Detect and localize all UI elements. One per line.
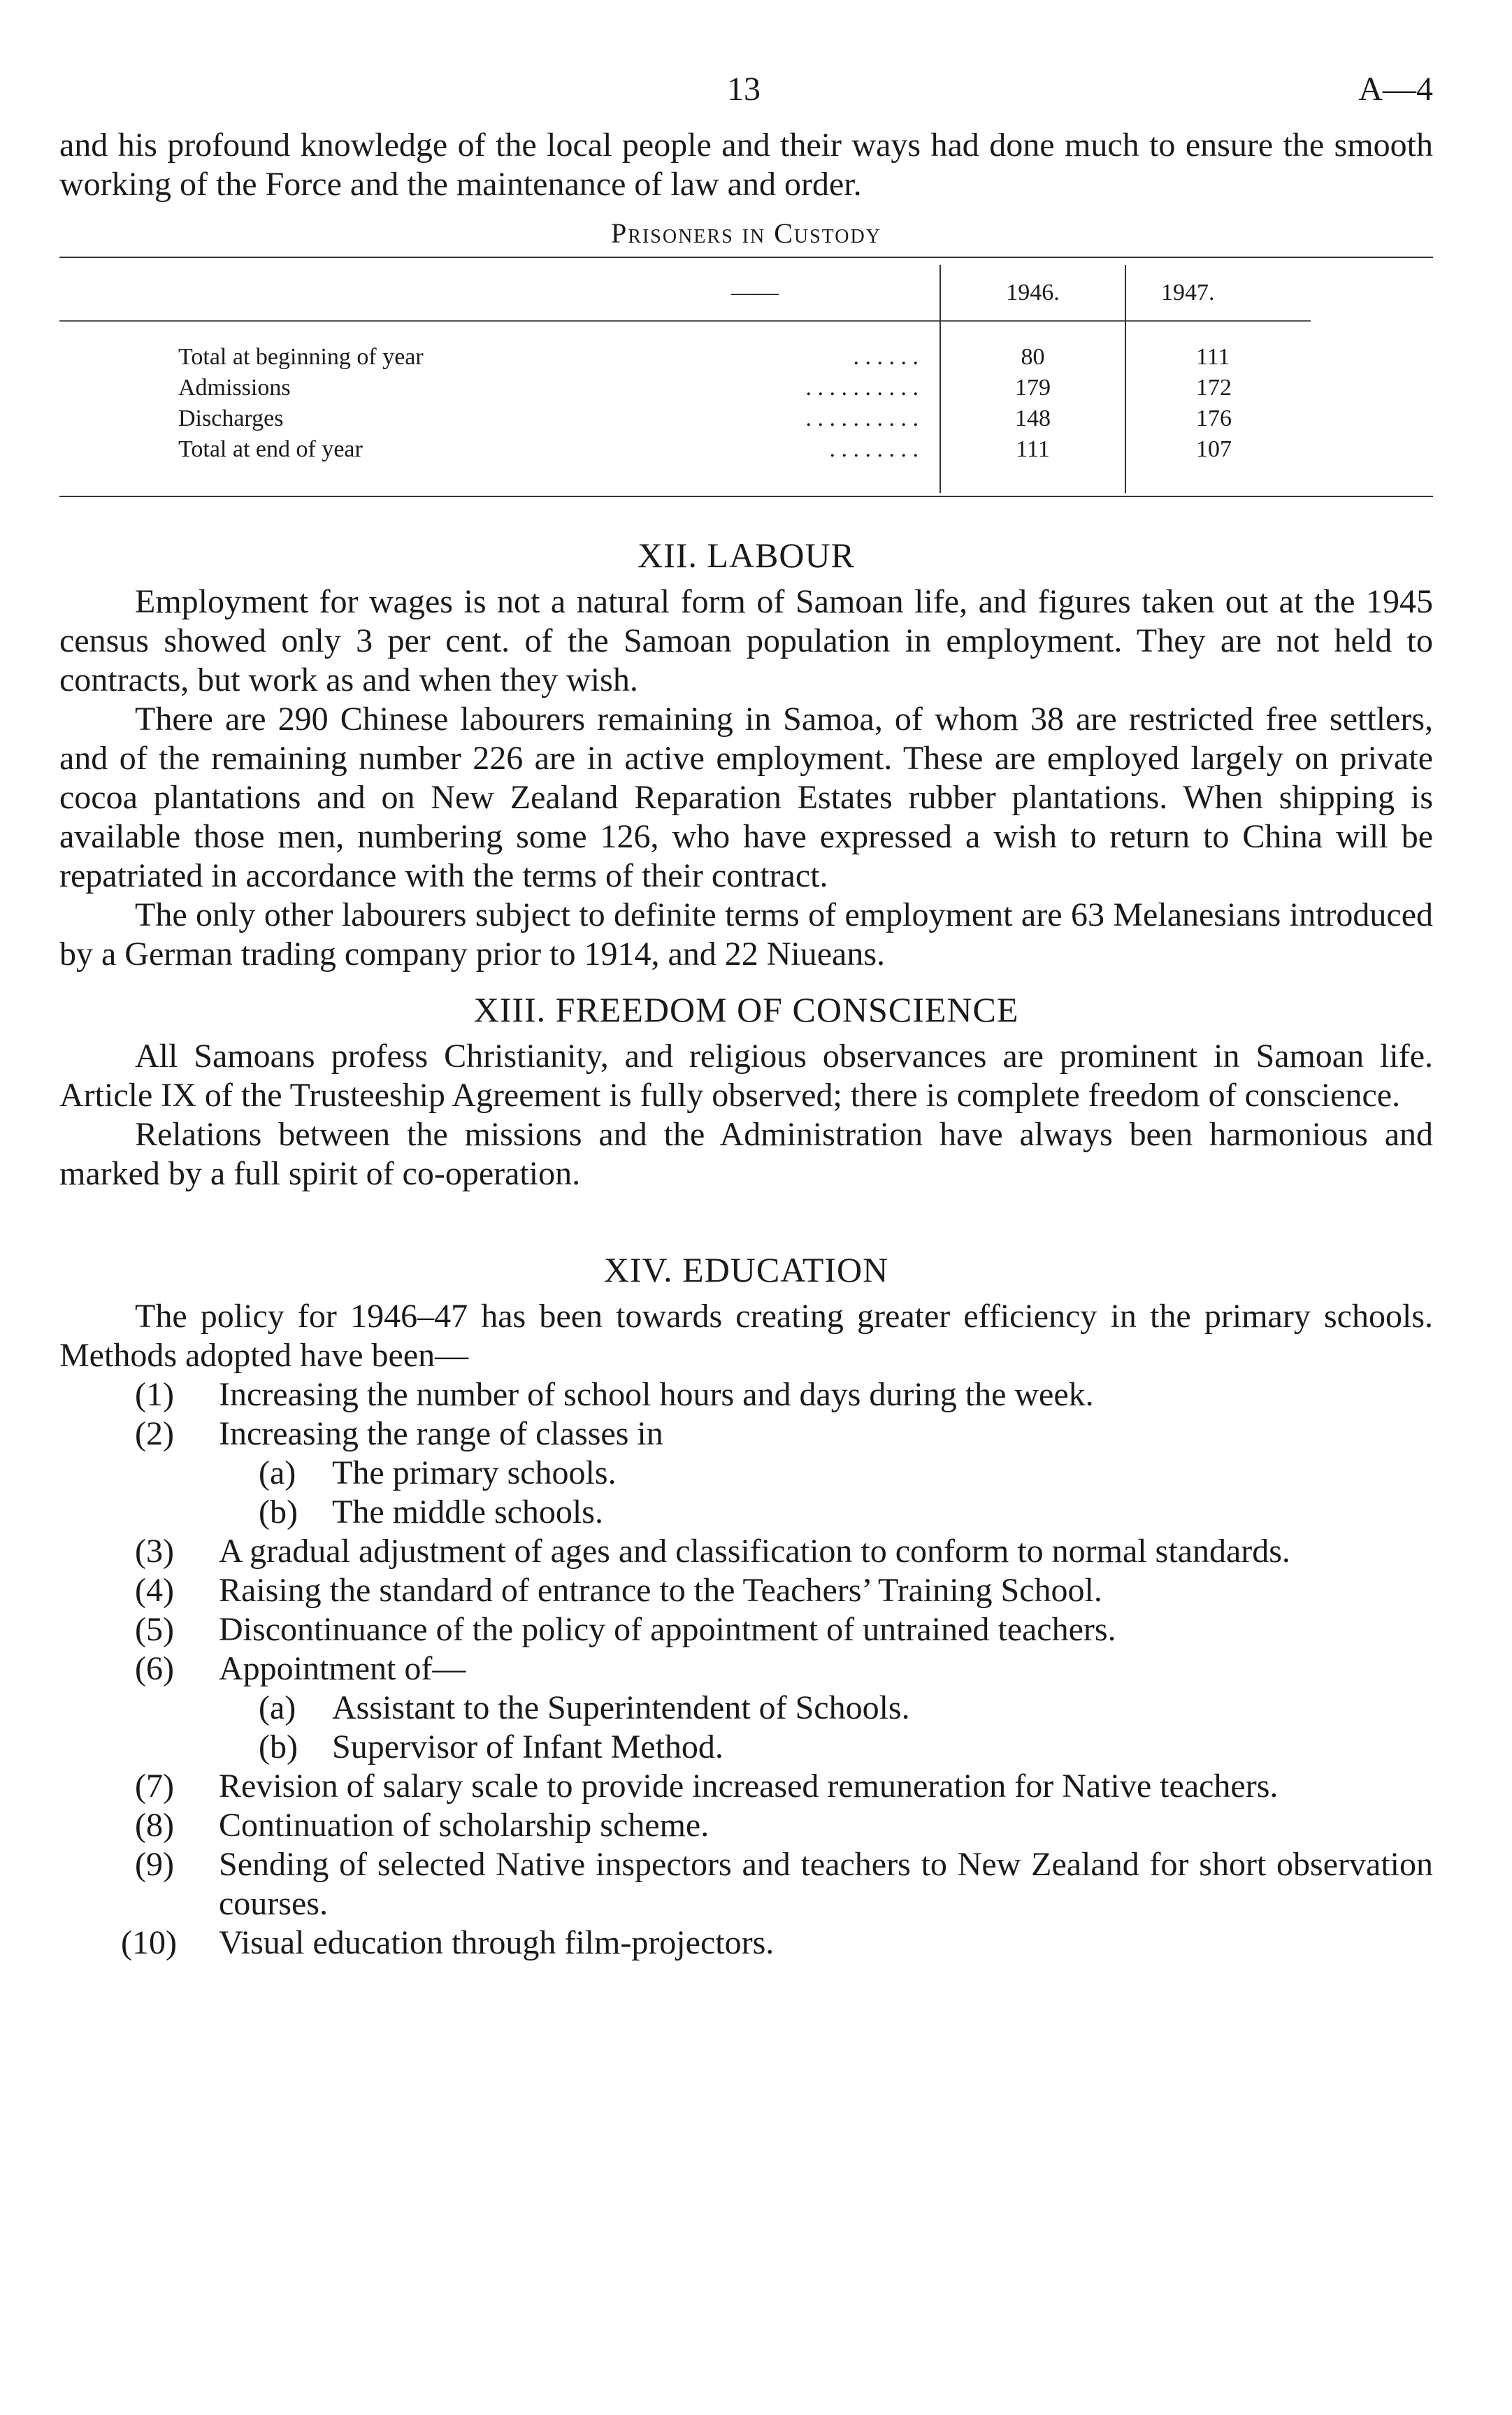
intro-paragraph: and his profound knowledge of the local people and their ways had done much to ensure the smooth working of the Force and the maintenance of law and order. (59, 127, 1433, 203)
list-text: Revision of salary scale to provide increased remuneration for Native teachers. (219, 1768, 1279, 1805)
header-blank-cell: —— (731, 279, 779, 306)
list-item (59, 1414, 1433, 1454)
table-header-row (59, 265, 1433, 321)
list-item (59, 1532, 1433, 1571)
value-1947: 176 (1125, 403, 1311, 434)
list-subnumber: (b) (259, 1493, 298, 1531)
list-text: Increasing the range of classes in (219, 1415, 663, 1452)
conscience-paragraph-1: All Samoans profess Christianity, and religious observances are prominent in Samoan life. Article IX of the Trusteeship Agreement is fully observed; there is complete freedom of conscience. (59, 1038, 1433, 1114)
list-item (59, 1649, 1433, 1689)
row-label: Total at end of year (178, 436, 363, 462)
list-text: Increasing the number of school hours and days during the week. (219, 1376, 1094, 1413)
education-paragraph-1: The policy for 1946–47 has been towards creating greater efficiency in the primary schools. Methods adopted have been— (59, 1298, 1433, 1374)
leader-dots: . . . . . . . . (829, 436, 919, 462)
list-text: Discontinuance of the policy of appointment of untrained teachers. (219, 1611, 1116, 1648)
list-subitem (59, 1728, 1433, 1767)
list-number: (6) (135, 1650, 174, 1687)
table-row (59, 403, 1433, 434)
table-row (59, 434, 1433, 465)
custody-table (59, 265, 1433, 493)
list-text: The primary schools. (332, 1454, 617, 1491)
list-subnumber: (a) (259, 1689, 296, 1726)
value-1947: 172 (1125, 373, 1311, 403)
list-subnumber: (a) (259, 1454, 296, 1491)
value-1946: 148 (940, 403, 1125, 434)
list-item (59, 1375, 1433, 1414)
list-number: (10) (121, 1924, 177, 1961)
list-text: Supervisor of Infant Method. (332, 1728, 723, 1765)
leader-dots: . . . . . . . . . . (805, 375, 919, 401)
row-label: Total at beginning of year (178, 344, 424, 370)
list-text: Appointment of— (219, 1650, 466, 1687)
list-text: The middle schools. (332, 1493, 603, 1531)
list-item (59, 1767, 1433, 1806)
section-code: A—4 (1358, 71, 1433, 108)
section-title-conscience: XIII. FREEDOM OF CONSCIENCE (473, 990, 1019, 1029)
table-row (59, 342, 1433, 373)
header-1947: 1947. (1125, 265, 1311, 321)
list-item (59, 1610, 1433, 1649)
section-title-labour: XII. LABOUR (638, 536, 855, 575)
list-text: Assistant to the Superintendent of Schools. (332, 1689, 910, 1726)
list-text: A gradual adjustment of ages and classification to conform to normal standards. (219, 1533, 1290, 1570)
list-subitem (59, 1454, 1433, 1493)
list-text: Continuation of scholarship scheme. (219, 1807, 710, 1844)
labour-paragraph-2: There are 290 Chinese labourers remaining in Samoa, of whom 38 are restricted free settlers, and of the remaining number 226 are in active employment. These are employed largely on private cocoa plantations and on New Zealand Reparation Estates rubber plantations. When shipping is available those men, numbering some 126, who have expressed a wish to return to China will be repatriated in accordance with the terms of their contract. (59, 701, 1433, 894)
list-number: (1) (135, 1376, 174, 1413)
list-subitem (59, 1493, 1433, 1532)
list-text: Sending of selected Native inspectors and teachers to New Zealand for short observation courses. (219, 1846, 1433, 1922)
value-1947: 107 (1125, 434, 1311, 465)
row-label: Discharges (178, 406, 284, 431)
list-subnumber: (b) (259, 1728, 298, 1765)
list-item (59, 1806, 1433, 1845)
list-item (59, 1571, 1433, 1610)
list-number: (2) (135, 1415, 174, 1452)
table-caption: Prisoners in Custody (611, 217, 881, 249)
section-title-education: XIV. EDUCATION (603, 1250, 889, 1289)
list-number: (8) (135, 1807, 174, 1844)
list-item (59, 1923, 1433, 1963)
row-label: Admissions (178, 375, 291, 401)
page-header (59, 70, 1433, 126)
header-1946: 1946. (940, 265, 1125, 321)
list-number: (4) (135, 1572, 174, 1609)
list-number: (5) (135, 1611, 174, 1648)
page-number: 13 (727, 71, 761, 108)
labour-paragraph-3: The only other labourers subject to definite terms of employment are 63 Melanesians introduced by a German trading company prior to 1914, and 22 Niueans. (59, 896, 1433, 973)
list-number: (3) (135, 1533, 174, 1570)
list-subitem (59, 1689, 1433, 1728)
conscience-paragraph-2: Relations between the missions and the Administration have always been harmonious and marked by a full spirit of co-operation. (59, 1116, 1433, 1192)
list-number: (9) (135, 1846, 174, 1883)
list-text: Visual education through film-projectors. (219, 1924, 775, 1961)
value-1946: 111 (940, 434, 1125, 465)
list-number: (7) (135, 1768, 174, 1805)
value-1946: 80 (940, 342, 1125, 373)
list-item (59, 1845, 1433, 1923)
leader-dots: . . . . . . . . . . (805, 406, 919, 431)
document-page (59, 70, 1433, 1963)
value-1947: 111 (1125, 342, 1311, 373)
table-bottom-rule (59, 496, 1433, 497)
labour-paragraph-1: Employment for wages is not a natural form of Samoan life, and figures taken out at the 1945 census showed only 3 per cent. of the Samoan population in employment. They are not held to contracts, but work as and when they wish. (59, 583, 1433, 698)
table-row (59, 373, 1433, 403)
table-top-rule (59, 257, 1433, 258)
leader-dots: . . . . . . (853, 344, 919, 370)
list-text: Raising the standard of entrance to the Teachers’ Training School. (219, 1572, 1102, 1609)
value-1946: 179 (940, 373, 1125, 403)
